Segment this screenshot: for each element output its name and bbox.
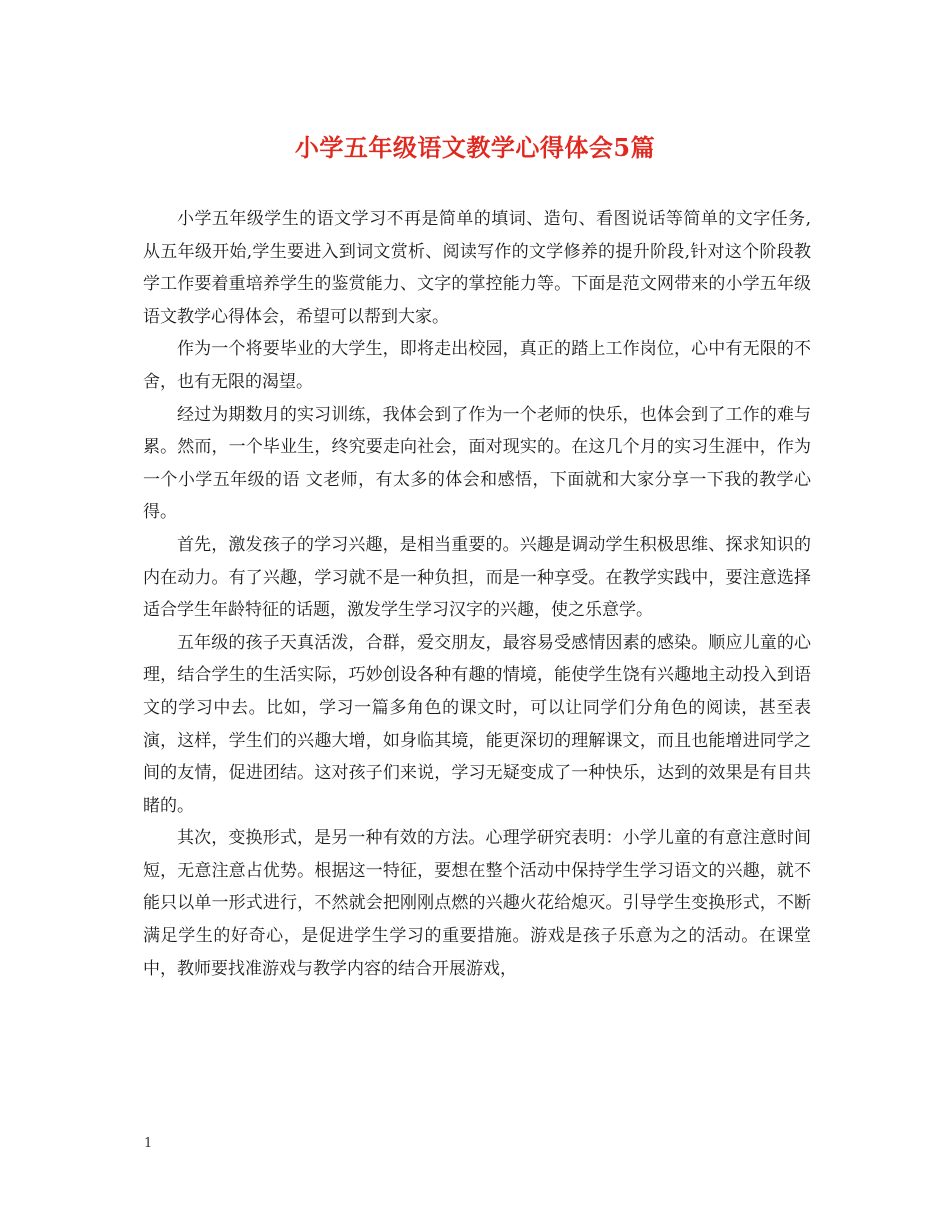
paragraph-internship: 经过为期数月的实习训练，我体会到了作为一个老师的快乐，也体会到了工作的难与累。然而，一个毕业生，终究要走向社会，面对现实的。在这几个月的实习生涯中，作为一个小学五年级的语 文老师，有太多的体会和感悟，下面就和大家分享一下我的教学心得。 [143, 404, 811, 523]
page-number: 1 [144, 1136, 153, 1151]
document-title: 小学五年级语文教学心得体会5篇 [294, 133, 656, 162]
paragraph-interest: 首先，激发孩子的学习兴趣，是相当重要的。兴趣是调动学生积极思维、探求知识的内在动力。有了兴趣，学习就不是一种负担，而是一种享受。在教学实践中，要注意选择适合学生年龄特征的话题，激发学生学习汉字的兴趣，使之乐意学。 [143, 534, 811, 621]
paragraph-graduate: 作为一个将要毕业的大学生，即将走出校园，真正的踏上工作岗位，心中有无限的不舍，也有无限的渴望。 [143, 339, 811, 392]
paragraph-intro: 小学五年级学生的语文学习不再是简单的填词、造句、看图说话等简单的文字任务,从五年级开始,学生要进入到词文赏析、阅读写作的文学修养的提升阶段,针对这个阶段教学工作要着重培养学生的鉴赏能力、文字的掌控能力等。下面是范文网带来的小学五年级语文教学心得体会，希望可以帮到大家。 [143, 209, 811, 327]
paragraph-grade-five-children: 五年级的孩子天真活泼，合群，爱交朋友，最容易受感情因素的感染。顺应儿童的心理，结合学生的生活实际，巧妙创设各种有趣的情境，能使学生饶有兴趣地主动投入到语文的学习中去。比如，学习一篇多角色的课文时，可以让同学们分角色的阅读，甚至表演，这样，学生们的兴趣大增，如身临其境，能更深切的理解课文，而且也能增进同学之间的友情，促进团结。这对孩子们来说，学习无疑变成了一种快乐，达到的效果是有目共睹的。 [143, 632, 811, 816]
paragraph-change-forms: 其次，变换形式，是另一种有效的方法。心理学研究表明：小学儿童的有意注意时间短，无意注意占优势。根据这一特征，要想在整个活动中保持学生学习语文的兴趣，就不能只以单一形式进行，不然就会把刚刚点燃的兴趣火花给熄灭。引导学生变换形式，不断满足学生的好奇心，是促进学生学习的重要措施。游戏是孩子乐意为之的活动。在课堂中，教师要找准游戏与教学内容的结合开展游戏， [143, 828, 811, 979]
document-body [143, 203, 811, 985]
